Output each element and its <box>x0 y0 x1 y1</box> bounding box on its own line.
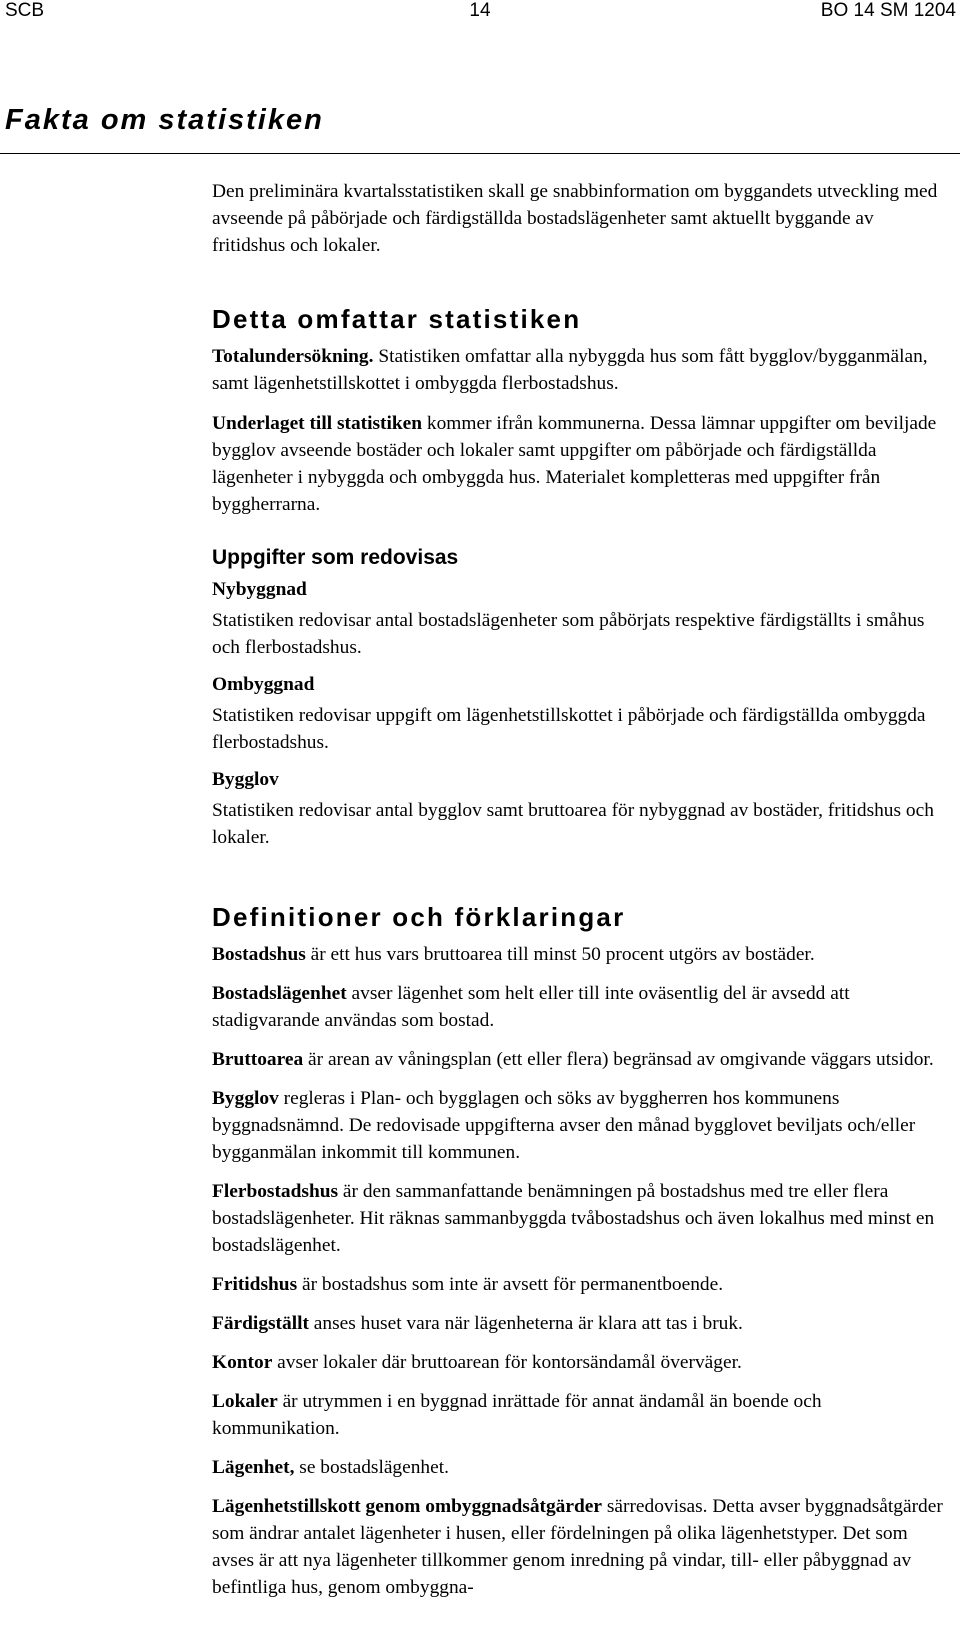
definition-text: avser lägenhet som helt eller till inte oväsentlig del är avsedd att stadigvarande användas som bostad. <box>212 983 850 1031</box>
definition-text: är den sammanfattande benämningen på bostadshus med tre eller flera bostadslägenheter. Hit räknas sammanbyggda tvåbostadshus och även lokalhus med minst en bostadslägenhet. <box>212 1181 935 1256</box>
definition-text: särredovisas. Detta avser byggnadsåtgärder som ändrar antalet lägenheter i husen, eller fördelningen på olika lägenhetstyper. Det som avses är att nya lägenheter tillkommer genom inredning på vindar, till- eller påbyggnad av befintliga hus, genom ombyggna- <box>212 1496 943 1598</box>
definitions-heading: Definitioner och förklaringar <box>212 902 626 932</box>
definition-item <box>212 980 947 1034</box>
header-publisher: SCB <box>5 0 45 21</box>
definition-term: Bygglov <box>212 1088 279 1109</box>
scope-paragraph-1 <box>212 343 947 397</box>
definition-item <box>212 1310 947 1337</box>
definition-item <box>212 1178 947 1259</box>
definition-text: är ett hus vars bruttoarea till minst 50 procent utgörs av bostäder. <box>305 944 815 965</box>
definition-item <box>212 1349 947 1376</box>
scope-p2-text: kommer ifrån kommunerna. Dessa lämnar uppgifter om beviljade bygglov avseende bostäder och lokaler samt uppgifter om påbörjade och färdigställda lägenheter i nybyggda och ombyggda hus. Materialet kompletteras med uppgifter från byggherrarna. <box>212 413 937 515</box>
title-divider <box>0 153 960 154</box>
reported-item-text: Statistiken redovisar uppgift om lägenhetstillskottet i påbörjade och färdigställda ombyggda flerbostadshus. <box>212 705 926 753</box>
scope-p2-lead: Underlaget till statistiken <box>212 413 423 434</box>
reported-item-text: Statistiken redovisar antal bygglov samt bruttoarea för nybyggnad av bostäder, fritidshus och lokaler. <box>212 800 934 848</box>
scope-heading: Detta omfattar statistiken <box>212 304 582 334</box>
scope-paragraph-2 <box>212 410 947 518</box>
definition-item <box>212 1493 947 1601</box>
body-content <box>212 178 947 1613</box>
definition-text: se bostadslägenhet. <box>294 1457 449 1478</box>
definition-term: Lokaler <box>212 1391 278 1412</box>
definition-term: Lägenhet, <box>212 1457 295 1478</box>
header-page-number: 14 <box>469 0 491 21</box>
definition-item <box>212 1085 947 1166</box>
definition-item <box>212 1271 947 1298</box>
definition-text: är utrymmen i en byggnad inrättade för annat ändamål än boende och kommunikation. <box>212 1391 822 1439</box>
definition-text: avser lokaler där bruttoarean för kontorsändamål överväger. <box>272 1352 742 1373</box>
definition-item <box>212 941 947 968</box>
definition-text: regleras i Plan- och bygglagen och söks av byggherren hos kommunens byggnadsnämnd. De redovisade uppgifterna avser den månad bygglovet beviljats och/eller bygganmälan inkommit till kommunen. <box>212 1088 916 1163</box>
intro-paragraph: Den preliminära kvartalsstatistiken skall ge snabbinformation om byggandets utveckling med avseende på påbörjade och färdigställda bostadslägenheter samt aktuellt byggande av fritidshus och lokaler. <box>212 181 938 256</box>
definition-term: Kontor <box>212 1352 273 1373</box>
definition-term: Flerbostadshus <box>212 1181 339 1202</box>
definition-term: Bruttoarea <box>212 1049 304 1070</box>
definition-item <box>212 1388 947 1442</box>
definition-text: är arean av våningsplan (ett eller flera) begränsad av omgivande väggars utsidor. <box>303 1049 934 1070</box>
definition-term: Lägenhetstillskott genom ombyggnadsåtgärder <box>212 1496 602 1517</box>
definition-term: Färdigställt <box>212 1313 309 1334</box>
scope-p1-text: Statistiken omfattar alla nybyggda hus som fått bygglov/bygganmälan, samt lägenhetstillskottet i ombyggda flerbostadshus. <box>212 346 928 394</box>
reported-item-text: Statistiken redovisar antal bostadslägenheter som påbörjats respektive färdigställts i småhus och flerbostadshus. <box>212 610 925 658</box>
reported-item-title: Bygglov <box>212 769 279 790</box>
page-header <box>0 0 960 26</box>
reported-heading: Uppgifter som redovisas <box>212 546 459 569</box>
definition-text: är bostadshus som inte är avsett för permanentboende. <box>297 1274 724 1295</box>
definition-item <box>212 1454 947 1481</box>
definition-item <box>212 1046 947 1073</box>
reported-item-title: Ombyggnad <box>212 674 315 695</box>
definition-term: Bostadslägenhet <box>212 983 347 1004</box>
page-title: Fakta om statistiken <box>5 104 324 136</box>
reported-item-title: Nybyggnad <box>212 579 307 600</box>
header-report-id: BO 14 SM 1204 <box>820 0 956 21</box>
definition-term: Fritidshus <box>212 1274 298 1295</box>
definition-term: Bostadshus <box>212 944 306 965</box>
scope-p1-lead: Totalundersökning. <box>212 346 374 367</box>
definition-text: anses huset vara när lägenheterna är klara att tas i bruk. <box>308 1313 743 1334</box>
